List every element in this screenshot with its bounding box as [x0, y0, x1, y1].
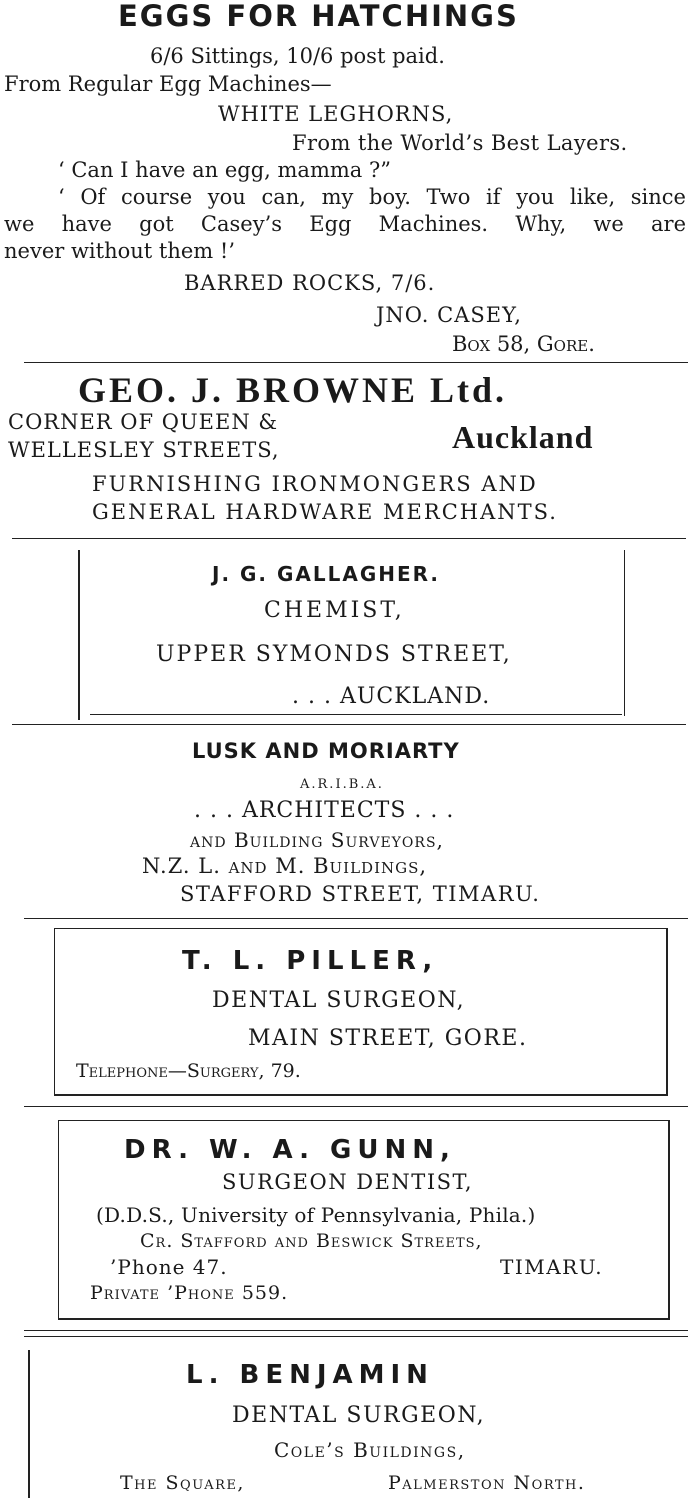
lusk-building: N.Z. L. and M. Buildings,	[142, 854, 428, 878]
eggs-price-line: 6/6 Sittings, 10/6 post paid.	[150, 44, 445, 68]
gallagher-city: . . . AUCKLAND.	[292, 684, 491, 709]
gunn-qualification: (D.D.S., University of Pennsylvania, Phila.)	[96, 1203, 536, 1227]
box-border-right	[624, 550, 625, 716]
eggs-breed-note: From the World’s Best Layers.	[292, 131, 628, 155]
gunn-private-phone: Private ’Phone 559.	[90, 1282, 289, 1304]
piller-street: MAIN STREET, GORE.	[248, 1026, 528, 1051]
eggs-quote-2-line-3: never without them !’	[4, 239, 235, 263]
piller-profession: DENTAL SURGEON,	[212, 988, 466, 1013]
eggs-breed-barred-rocks: BARRED ROCKS, 7/6.	[184, 271, 436, 295]
box-border-bottom	[90, 714, 622, 715]
eggs-breed-white-leghorns: WHITE LEGHORNS,	[218, 102, 454, 126]
gunn-address: Cr. Stafford and Beswick Streets,	[140, 1230, 483, 1252]
browne-trade-line-1: FURNISHING IRONMONGERS AND	[92, 472, 538, 496]
browne-city: Auckland	[452, 419, 594, 455]
divider	[24, 362, 688, 363]
piller-name: T. L. PILLER,	[182, 946, 439, 976]
benjamin-square: The Square,	[120, 1472, 245, 1494]
divider	[24, 1336, 688, 1337]
benjamin-profession: DENTAL SURGEON,	[232, 1403, 486, 1428]
box-border-left	[28, 1350, 30, 1498]
eggs-name: JNO. CASEY,	[376, 303, 522, 327]
eggs-quote-2-line-1: ‘ Of course you can, my boy. Two if you like, since	[58, 185, 686, 209]
divider	[24, 1330, 688, 1331]
gunn-name: DR. W. A. GUNN,	[124, 1135, 456, 1165]
gunn-city: TIMARU.	[500, 1255, 604, 1279]
divider	[24, 1106, 688, 1107]
lusk-street: STAFFORD STREET, TIMARU.	[180, 882, 541, 906]
piller-telephone: Telephone—Surgery, 79.	[76, 1060, 301, 1082]
gallagher-name: J. G. GALLAGHER.	[212, 562, 441, 586]
gallagher-street: UPPER SYMONDS STREET,	[156, 642, 512, 667]
eggs-heading: EGGS FOR HATCHINGS	[118, 0, 519, 33]
divider	[12, 724, 686, 725]
browne-corner-line-2: WELLESLEY STREETS,	[8, 438, 280, 462]
lusk-profession-2: and Building Surveyors,	[190, 828, 444, 852]
eggs-quote-2-line-2: we have got Casey’s Egg Machines. Why, we are	[4, 212, 686, 236]
box-border-left	[78, 550, 80, 720]
benjamin-city: Palmerston North.	[388, 1472, 586, 1494]
benjamin-name: L. BENJAMIN	[186, 1360, 434, 1390]
eggs-intro: From Regular Egg Machines—	[4, 72, 332, 96]
gunn-phone: ’Phone 47.	[110, 1255, 228, 1279]
browne-heading: GEO. J. BROWNE Ltd.	[78, 370, 508, 410]
lusk-qualification: A.R.I.B.A.	[300, 777, 384, 792]
browne-corner-line-1: CORNER OF QUEEN &	[8, 410, 279, 434]
lusk-name: LUSK AND MORIARTY	[192, 739, 460, 763]
benjamin-building: Cole’s Buildings,	[274, 1438, 466, 1462]
browne-trade-line-2: GENERAL HARDWARE MERCHANTS.	[92, 500, 558, 524]
lusk-profession: . . . ARCHITECTS . . .	[194, 798, 455, 823]
gallagher-profession: CHEMIST,	[264, 598, 405, 623]
eggs-address: Box 58, Gore.	[452, 332, 595, 356]
gunn-profession: SURGEON DENTIST,	[222, 1170, 474, 1194]
divider	[24, 918, 688, 919]
divider	[12, 538, 686, 539]
eggs-quote-1: ‘ Can I have an egg, mamma ?”	[58, 158, 391, 182]
